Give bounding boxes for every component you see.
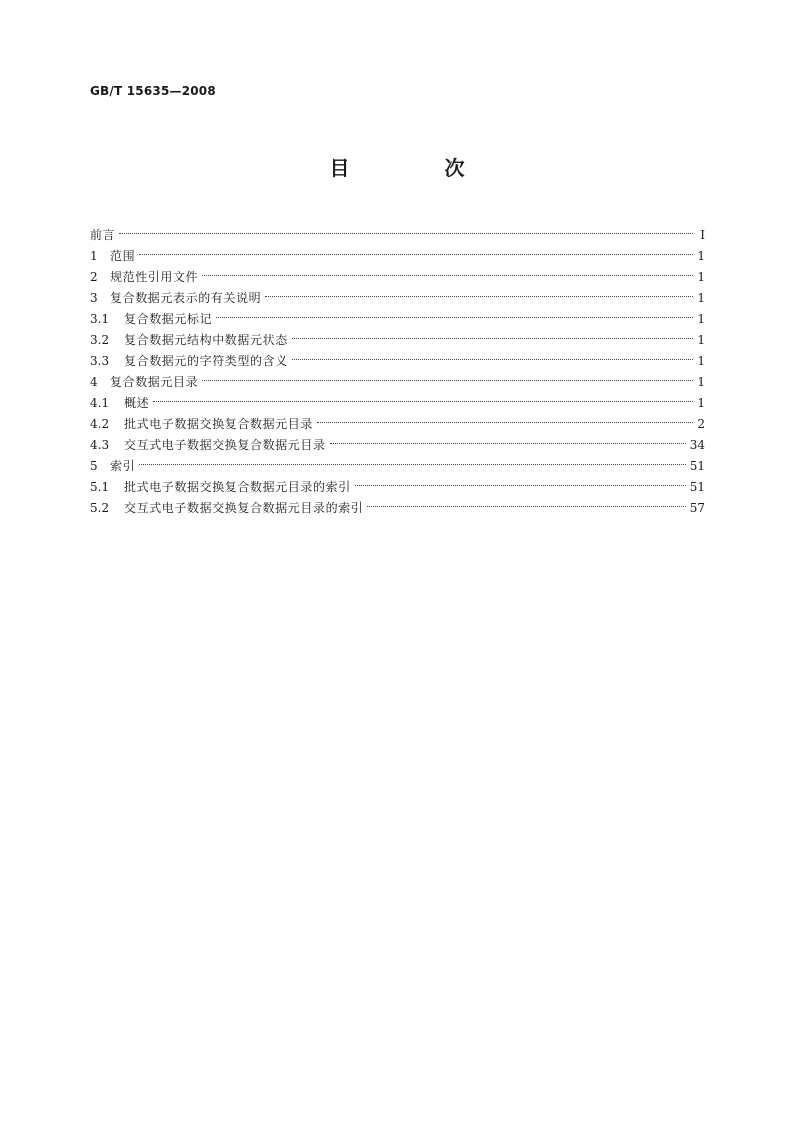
toc-entry-number: 5 bbox=[90, 459, 98, 473]
toc-entry-title: 复合数据元表示的有关说明 bbox=[110, 291, 262, 305]
toc-entry-page: 51 bbox=[689, 480, 705, 494]
toc-entry-number: 2 bbox=[90, 270, 98, 284]
page-title: 目 次 bbox=[329, 156, 509, 180]
toc-entry-number: 4 bbox=[90, 375, 98, 389]
toc-entry-title: 前言 bbox=[90, 228, 116, 242]
dot-leader bbox=[153, 386, 693, 407]
toc-entry-page: 34 bbox=[689, 438, 705, 452]
toc-entry-page: 1 bbox=[697, 375, 705, 389]
toc-entry-title: 概述 bbox=[124, 396, 150, 410]
toc-entry-number: 3 bbox=[90, 291, 98, 305]
toc-entry-number: 3.3 bbox=[90, 354, 110, 368]
toc-entry-number: 4.2 bbox=[90, 417, 110, 431]
dot-leader bbox=[292, 323, 693, 344]
toc-entry-page: 2 bbox=[697, 417, 705, 431]
dot-leader bbox=[139, 449, 686, 470]
toc-entry-title: 复合数据元的字符类型的含义 bbox=[124, 354, 288, 368]
toc-entry-page: 51 bbox=[689, 459, 705, 473]
toc-entry-title: 复合数据元目录 bbox=[110, 375, 199, 389]
toc-entry-number: 5.1 bbox=[90, 480, 110, 494]
toc-entry-title: 范围 bbox=[110, 249, 136, 263]
toc-entry-number: 3.2 bbox=[90, 333, 110, 347]
toc-entry-number: 5.2 bbox=[90, 501, 110, 515]
toc-entry-page: 1 bbox=[697, 249, 705, 263]
dot-leader bbox=[292, 344, 693, 365]
dot-leader bbox=[139, 239, 693, 260]
dot-leader bbox=[265, 281, 693, 302]
dot-leader bbox=[317, 407, 693, 428]
toc-entry-title: 交互式电子数据交换复合数据元目录 bbox=[124, 438, 326, 452]
toc-entry-page: 1 bbox=[697, 354, 705, 368]
toc-entry-page: 57 bbox=[689, 501, 705, 515]
toc-entry-page: 1 bbox=[697, 396, 705, 410]
toc-entry-title: 批式电子数据交换复合数据元目录的索引 bbox=[124, 480, 351, 494]
dot-leader bbox=[119, 218, 693, 239]
toc-entry-page: 1 bbox=[697, 291, 705, 305]
toc-entry-number: 4.1 bbox=[90, 396, 110, 410]
toc-entry-5[interactable] bbox=[90, 449, 705, 473]
toc-entry-page: Ⅰ bbox=[700, 228, 705, 242]
toc-entry-number: 3.1 bbox=[90, 312, 110, 326]
toc-entry-2[interactable] bbox=[90, 260, 705, 284]
toc-entry-5-1[interactable] bbox=[90, 470, 705, 494]
toc-entry-page: 1 bbox=[697, 333, 705, 347]
toc-entry-title: 复合数据元结构中数据元状态 bbox=[124, 333, 288, 347]
dot-leader bbox=[330, 428, 686, 449]
toc-entry-title: 索引 bbox=[110, 459, 136, 473]
dot-leader bbox=[202, 260, 693, 281]
toc-entry-title: 复合数据元标记 bbox=[124, 312, 213, 326]
dot-leader bbox=[355, 470, 686, 491]
toc-entry-4-2[interactable] bbox=[90, 407, 705, 431]
toc-entry-page: 1 bbox=[697, 312, 705, 326]
toc-entry-title: 批式电子数据交换复合数据元目录 bbox=[124, 417, 314, 431]
standard-number: GB/T 15635—2008 bbox=[90, 84, 216, 98]
toc-entry-4-1[interactable] bbox=[90, 386, 705, 410]
toc-entry-1[interactable] bbox=[90, 239, 705, 263]
toc-entry-title: 交互式电子数据交换复合数据元目录的索引 bbox=[124, 501, 364, 515]
toc-entry-preface[interactable] bbox=[90, 218, 705, 242]
toc-entry-number: 4.3 bbox=[90, 438, 110, 452]
toc-entry-title: 规范性引用文件 bbox=[110, 270, 199, 284]
dot-leader bbox=[202, 365, 693, 386]
table-of-contents bbox=[90, 218, 705, 515]
toc-entry-page: 1 bbox=[697, 270, 705, 284]
toc-entry-number: 1 bbox=[90, 249, 98, 263]
dot-leader bbox=[367, 491, 685, 512]
dot-leader bbox=[216, 302, 693, 323]
